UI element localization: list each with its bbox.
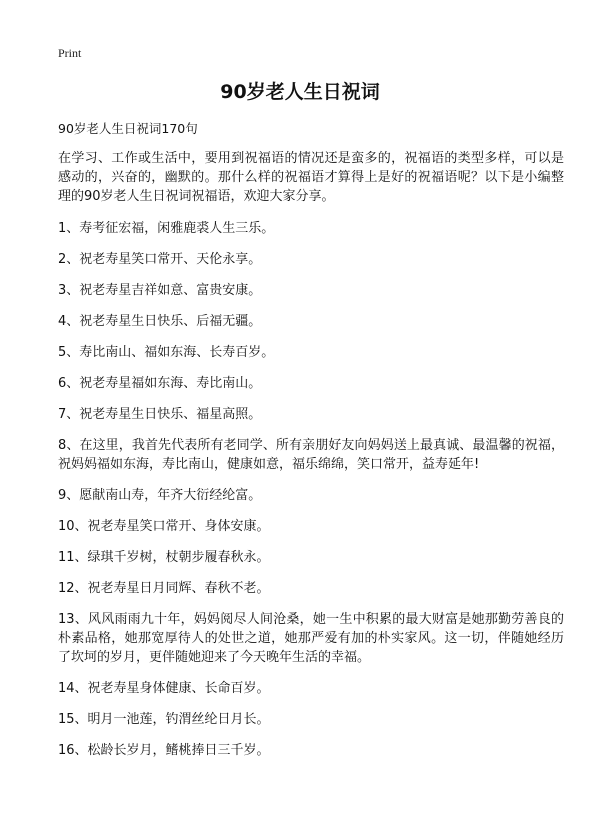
list-item: 2、祝老寿星笑口常开、天伦永享。 — [58, 252, 262, 267]
list-item: 11、绿琪千岁树，杖朝步履春秋永。 — [58, 550, 270, 565]
list-item: 6、祝老寿星福如东海、寿比南山。 — [58, 376, 262, 391]
print-link[interactable]: Print — [58, 46, 82, 60]
list-item: 15、明月一池莲，钓渭丝纶日月长。 — [58, 712, 270, 727]
list-item: 16、松龄长岁月，鳍桃捧日三千岁。 — [58, 743, 270, 758]
list-item: 14、祝老寿星身体健康、长命百岁。 — [58, 681, 270, 696]
list-item: 5、寿比南山、福如东海、长寿百岁。 — [58, 345, 275, 360]
list-item: 3、祝老寿星吉祥如意、富贵安康。 — [58, 283, 262, 298]
subtitle: 90岁老人生日祝词170句 — [58, 121, 198, 136]
page-title: 90岁老人生日祝词 — [220, 81, 380, 103]
list-item: 13、风风雨雨九十年，妈妈阅尽人间沧桑，她一生中积累的最大财富是她那勤劳善良的朴素品格，她那宽厚待人的处世之道，她那严爱有加的朴实家风。这一切，伴随她经历了坎坷的岁月，更伴随她迎来了今天晚年生活的幸福。 — [58, 612, 564, 665]
article-body — [58, 149, 564, 772]
intro-paragraph: 在学习、工作或生活中，要用到祝福语的情况还是蛮多的，祝福语的类型多样，可以是感动的，兴奋的，幽默的。那什么样的祝福语才算得上是好的祝福语呢？以下是小编整理的90岁老人生日祝词祝福语，欢迎大家分享。 — [58, 151, 564, 204]
list-item: 1、寿考征宏福，闲雅鹿裘人生三乐。 — [58, 221, 275, 236]
list-item: 4、祝老寿星生日快乐、后福无疆。 — [58, 314, 262, 329]
list-item: 9、愿献南山寿，年齐大衍经纶富。 — [58, 488, 262, 503]
list-item: 10、祝老寿星笑口常开、身体安康。 — [58, 519, 270, 534]
list-item: 8、在这里，我首先代表所有老同学、所有亲朋好友向妈妈送上最真诚、最温馨的祝福，祝妈妈福如东海，寿比南山，健康如意，福乐绵绵，笑口常开，益寿延年! — [58, 438, 564, 472]
list-item: 12、祝老寿星日月同辉、春秋不老。 — [58, 581, 270, 596]
list-item: 7、祝老寿星生日快乐、福星高照。 — [58, 407, 262, 422]
